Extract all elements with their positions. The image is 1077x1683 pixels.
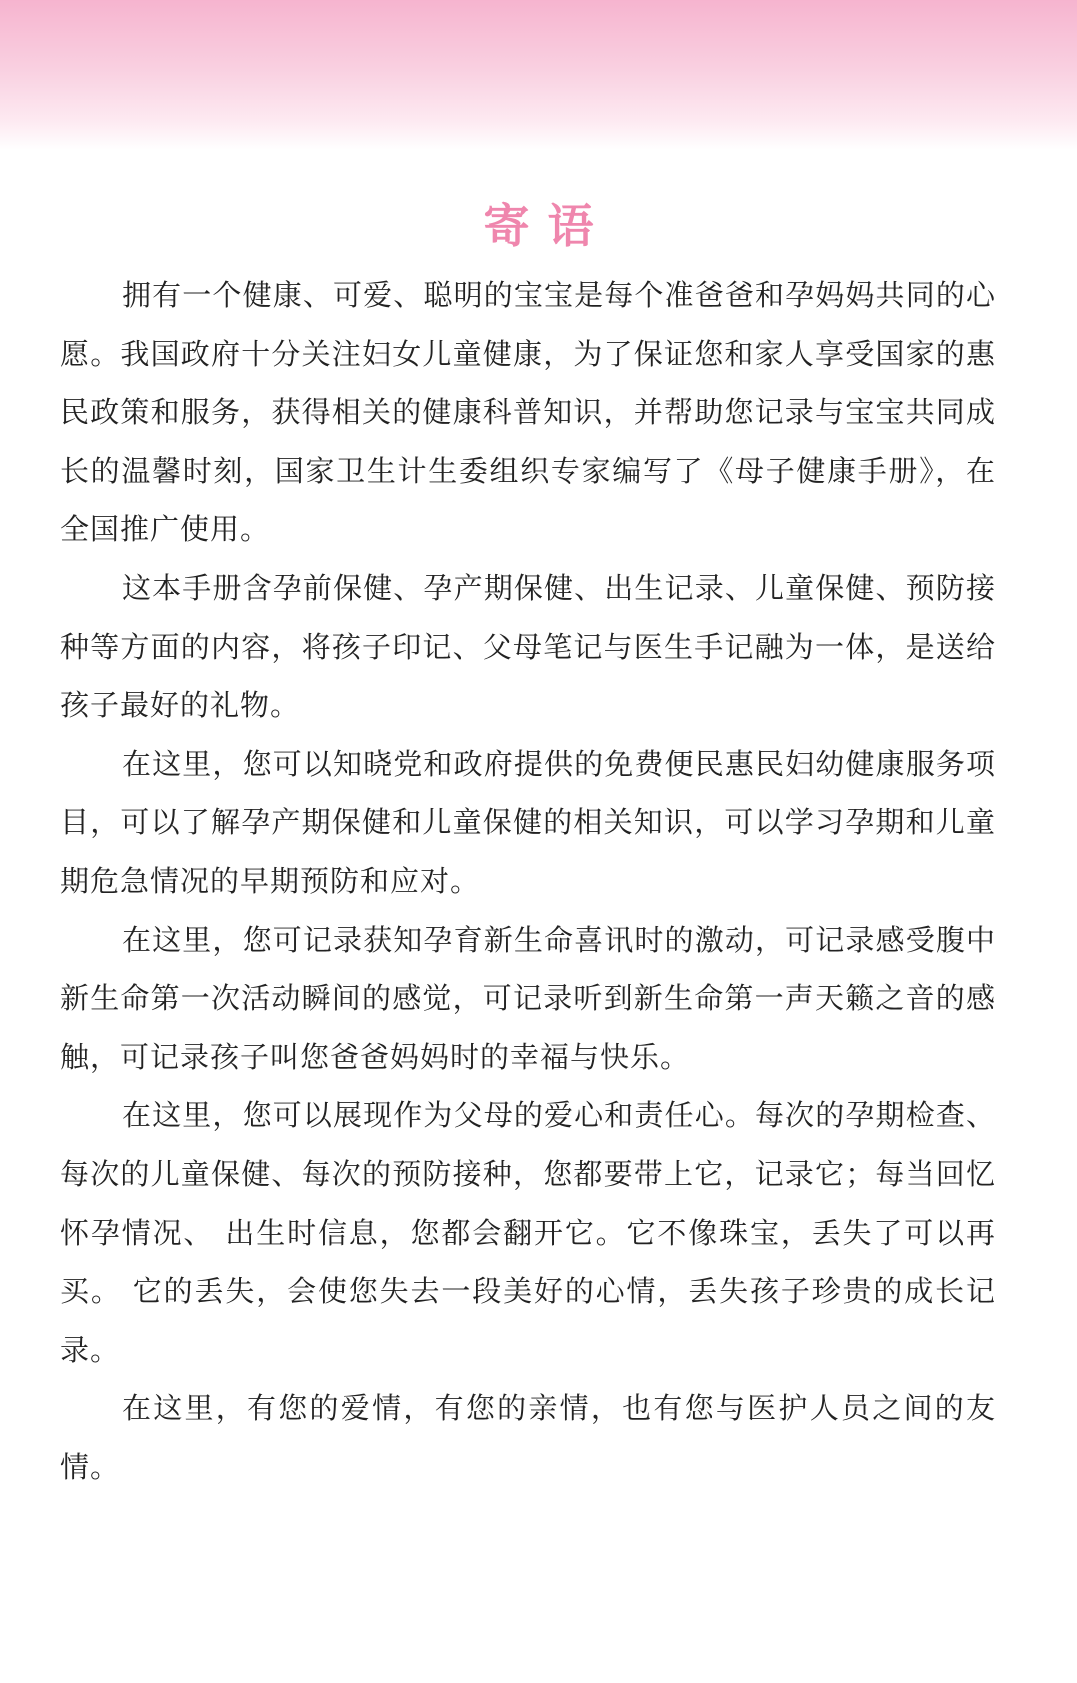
paragraph-intro: 拥有一个健康、可爱、聪明的宝宝是每个准爸爸和孕妈妈共同的心愿。我国政府十分关注妇女儿童健康，为了保证您和家人享受国家的惠民政策和服务，获得相关的健康科普知识，并帮助您记录与宝宝共同成长的温馨时刻，国家卫生计生委组织专家编写了《母子健康手册》，在全国推广使用。: [60, 278, 996, 547]
paragraph-records: 在这里，您可记录获知孕育新生命喜讯时的激动，可记录感受腹中新生命第一次活动瞬间的感觉，可记录听到新生命第一声天籁之音的感触，可记录孩子叫您爸爸妈妈时的幸福与快乐。: [60, 922, 996, 1074]
paragraph-handbook-contents: 这本手册含孕前保健、孕产期保健、出生记录、儿童保健、预防接种等方面的内容，将孩子印记、父母笔记与医生手记融为一体，是送给孩子最好的礼物。: [60, 570, 996, 723]
paragraph-services: 在这里，您可以知晓党和政府提供的免费便民惠民妇幼健康服务项目，可以了解孕产期保健和儿童保健的相关知识，可以学习孕期和儿童期危急情况的早期预防和应对。: [60, 746, 996, 898]
paragraph-closing: 在这里，有您的爱情，有您的亲情，也有您与医护人员之间的友情。: [60, 1391, 996, 1484]
page-title: 寄语: [483, 198, 612, 253]
message-body: [60, 266, 996, 1496]
paragraph-responsibility: 在这里，您可以展现作为父母的爱心和责任心。每次的孕期检查、每次的儿童保健、每次的预防接种，您都要带上它，记录它；每当回忆怀孕情况、 出生时信息，您都会翻开它。它不像珠宝，丢失了可以再买。 它的丢失，会使您失去一段美好的心情，丢失孩子珍贵的成长记录。: [60, 1098, 996, 1367]
header-gradient-band: [0, 0, 1077, 150]
